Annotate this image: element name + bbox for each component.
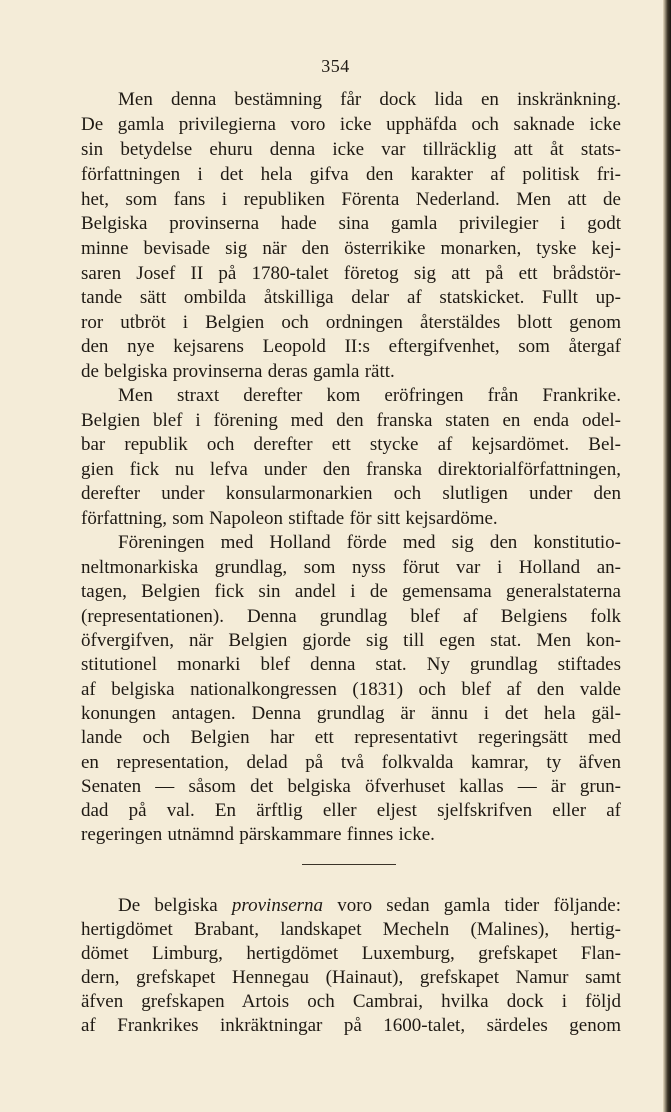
text-line: De gamla privilegierna voro icke upphäfda och saknade icke xyxy=(81,114,621,135)
text-line: Men straxt derefter kom eröfringen från Frankrike. xyxy=(118,385,621,406)
text-line: de belgiska provinserna deras gamla rätt. xyxy=(81,361,395,382)
footnote-line: dömet Limburg, hertigdömet Luxemburg, grefskapet Flan- xyxy=(81,943,621,964)
text-line: neltmonarkiska grundlag, som nyss förut var i Holland an- xyxy=(81,557,621,578)
section-divider xyxy=(302,864,396,865)
text-line: konungen antagen. Denna grundlag är ännu i det hela gäl- xyxy=(81,703,621,724)
text-line: öfvergifven, när Belgien gjorde sig till egen stat. Men kon- xyxy=(81,630,621,651)
footnote-line: af Frankrikes inkräktningar på 1600-talet, särdeles genom xyxy=(81,1015,621,1036)
text-line: sin betydelse ehuru denna icke var tillräcklig att åt stats- xyxy=(81,139,621,160)
text-line: Men denna bestämning får dock lida en inskränkning. xyxy=(118,89,621,110)
page-number: 354 xyxy=(321,56,350,76)
text-line: lande och Belgien har ett representativt regeringsätt med xyxy=(81,727,621,748)
text-line: het, som fans i republiken Förenta Nederland. Men att de xyxy=(81,189,621,210)
footnote-line: äfven grefskapen Artois och Cambrai, hvilka dock i följd xyxy=(81,991,621,1012)
text-line: Föreningen med Holland förde med sig den konstitutio- xyxy=(118,532,621,553)
text-line: dad på val. En ärftlig eller eljest sjelfskrifven eller af xyxy=(81,800,621,821)
text-line: tande sätt ombilda åtskilliga delar af statskicket. Fullt up- xyxy=(81,287,621,308)
text-line: tagen, Belgien fick sin andel i de gemensama generalstaterna xyxy=(81,581,621,602)
page-edge xyxy=(663,0,671,1112)
text-line: författning, som Napoleon stiftade för sitt kejsardöme. xyxy=(81,508,498,529)
text-line: Belgiska provinserna hade sina gamla privilegier i godt xyxy=(81,213,621,234)
text-line: en representation, delad på två folkvalda kamrar, ty äfven xyxy=(81,752,621,773)
text-line: minne bevisade sig när den österrikike monarken, tyske kej- xyxy=(81,238,621,259)
text-line: författningen i det hela gifva den karakter af politisk fri- xyxy=(81,164,621,185)
text-line: (representationen). Denna grundlag blef af Belgiens folk xyxy=(81,606,621,627)
footnote-emphasis: provinserna xyxy=(231,895,324,916)
text-line: bar republik och derefter ett stycke af kejsardömet. Bel- xyxy=(81,434,621,455)
text-line: den nye kejsarens Leopold II:s eftergifvenhet, som återgaf xyxy=(81,336,621,357)
text-line: stitutionel monarki blef denna stat. Ny grundlag stiftades xyxy=(81,654,621,675)
footnote-text: De belgiska xyxy=(118,895,232,916)
text-line: af belgiska nationalkongressen (1831) och blef af den valde xyxy=(81,679,621,700)
footnote-text: voro sedan gamla tider följande: xyxy=(323,895,621,916)
footnote-line xyxy=(81,894,621,918)
text-line: Belgien blef i förening med den franska staten en enda odel- xyxy=(81,410,621,431)
text-line: ror utbröt i Belgien och ordningen återstäldes blott genom xyxy=(81,312,621,333)
text-line: regeringen utnämnd pärskammare finnes icke. xyxy=(81,824,435,845)
text-line: gien fick nu lefva under den franska direktorialförfattningen, xyxy=(81,459,621,480)
text-line: saren Josef II på 1780-talet företog sig att på ett brådstör- xyxy=(81,263,621,284)
footnote-line: dern, grefskapet Hennegau (Hainaut), grefskapet Namur samt xyxy=(81,967,621,988)
footnote-line: hertigdömet Brabant, landskapet Mecheln (Malines), hertig- xyxy=(81,919,621,940)
text-line: derefter under konsularmonarkien och slutligen under den xyxy=(81,483,621,504)
text-line: Senaten — såsom det belgiska öfverhuset kallas — är grun- xyxy=(81,776,621,797)
